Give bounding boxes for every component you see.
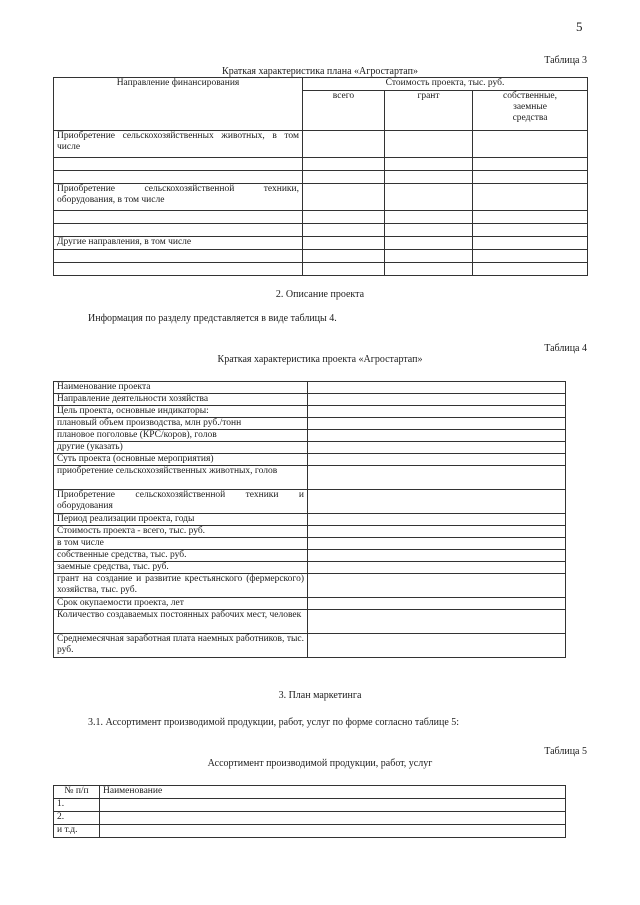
table4-row: Период реализации проекта, годы (54, 514, 308, 526)
table3-head-cost: Стоимость проекта, тыс. руб. (303, 78, 588, 91)
table4-row: плановый объем производства, млн руб./тонн (54, 418, 308, 430)
table3-head-direction: Направление финансирования (54, 78, 303, 131)
table5-head-num: № п/п (54, 786, 100, 799)
table4-row: Приобретение сельскохозяйственной техники и оборудования (54, 490, 308, 514)
table5-head-name: Наименование (100, 786, 566, 799)
table5-row-num: 2. (54, 812, 100, 825)
table4-row: плановое поголовье (КРС/коров), голов (54, 430, 308, 442)
section2-text: Информация по разделу представляется в виде таблицы 4. (88, 313, 337, 324)
table4-row: Срок окупаемости проекта, лет (54, 598, 308, 610)
table3-sub-own (473, 91, 588, 131)
table5 (53, 785, 566, 838)
section2-title: 2. Описание проекта (275, 289, 365, 300)
table3-row-blank (54, 211, 303, 224)
table3-row-machinery: Приобретение сельскохозяйственной техники, оборудования, в том числе (54, 184, 303, 211)
table5-row-num: и т.д. (54, 825, 100, 838)
table3-row-other: Другие направления, в том числе (54, 237, 303, 250)
table5-row-num: 1. (54, 799, 100, 812)
table4-row: Наименование проекта (54, 382, 308, 394)
table3-sub-total: всего (303, 91, 385, 131)
page-number: 5 (576, 19, 583, 34)
table4-label: Таблица 4 (544, 343, 587, 354)
table4-row: Количество создаваемых постоянных рабочих мест, человек (54, 610, 308, 634)
table4-row: Стоимость проекта - всего, тыс. руб. (54, 526, 308, 538)
table3-sub-own-line3: средства (512, 113, 548, 123)
table4-row: приобретение сельскохозяйственных животных, голов (54, 466, 308, 490)
table4-row: Суть проекта (основные мероприятия) (54, 454, 308, 466)
table3-row-blank (54, 171, 303, 184)
table3-row-animals: Приобретение сельскохозяйственных животных, в том числе (54, 131, 303, 158)
table3-row-blank (54, 158, 303, 171)
table3-row-blank (54, 250, 303, 263)
table4-row: другие (указать) (54, 442, 308, 454)
table4 (53, 381, 566, 658)
table5-title: Ассортимент производимой продукции, работ, услуг (207, 758, 433, 769)
table3 (53, 77, 588, 276)
table4-row: в том числе (54, 538, 308, 550)
table4-row: грант на создание и развитие крестьянского (фермерского) хозяйства, тыс. руб. (54, 574, 308, 598)
table5-label: Таблица 5 (544, 746, 587, 757)
table3-title: Краткая характеристика плана «Агростартап» (222, 66, 418, 77)
section3-title: 3. План маркетинга (278, 690, 362, 701)
table3-sub-own-line2: заемные (513, 102, 547, 112)
table4-row: собственные средства, тыс. руб. (54, 550, 308, 562)
table4-row: Направление деятельности хозяйства (54, 394, 308, 406)
table3-row-blank (54, 224, 303, 237)
table4-row: Среднемесячная заработная плата наемных работников, тыс. руб. (54, 634, 308, 658)
table4-row: заемные средства, тыс. руб. (54, 562, 308, 574)
table3-row-blank (54, 263, 303, 276)
table3-label: Таблица 3 (544, 55, 587, 66)
table3-sub-own-line1: собственные, (503, 91, 557, 101)
table4-row: Цель проекта, основные индикаторы: (54, 406, 308, 418)
table3-sub-grant: грант (385, 91, 473, 131)
table4-title: Краткая характеристика проекта «Агростартап» (217, 354, 423, 365)
section3-text: 3.1. Ассортимент производимой продукции, работ, услуг по форме согласно таблице 5: (88, 717, 460, 728)
